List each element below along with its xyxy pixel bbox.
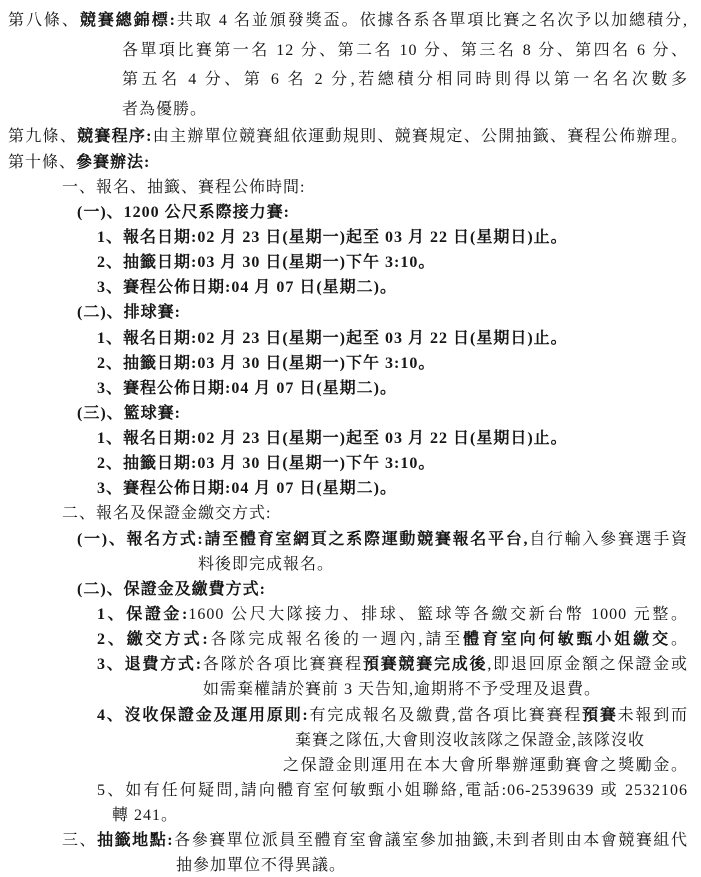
text-segment: 棄賽之隊伍,大會則沒收該隊之保證金,該隊沒收 <box>295 731 646 749</box>
bold-text-segment: 抽籤地點: <box>97 832 174 850</box>
bold-text-segment: 競賽總錦標: <box>79 12 177 29</box>
document-line <box>62 175 688 200</box>
bold-text-segment: 競賽程序: <box>77 128 153 146</box>
document-line <box>97 376 688 401</box>
document-line <box>97 225 688 250</box>
document-line <box>203 677 688 702</box>
document-line <box>97 275 688 300</box>
document-line <box>198 552 688 577</box>
document-line <box>122 36 688 66</box>
text-segment: 各單項比賽第一名 12 分、第二名 10 分、第三名 8 分、第四名 6 分、 <box>122 41 688 59</box>
bold-text-segment: 3、賽程公佈日期:04 月 07 日(星期二)。 <box>97 480 397 498</box>
document-line <box>97 476 688 501</box>
text-segment: 自行輸入參賽選手資 <box>528 530 688 548</box>
bold-text-segment: 4、沒收保證金及運用原則: <box>97 706 309 724</box>
document-line <box>176 853 688 877</box>
document-line <box>97 250 688 275</box>
document-line <box>62 501 688 526</box>
document-line <box>283 753 688 778</box>
bold-text-segment: 1、報名日期:02 月 23 日(星期一)起至 03 月 22 日(星期日)止。 <box>97 430 568 448</box>
bold-text-segment: 1、保證金: <box>97 606 189 624</box>
bold-text-segment: 3、賽程公佈日期:04 月 07 日(星期二)。 <box>97 279 397 297</box>
bold-text-segment: 請至體育室網頁之系際運動競賽報名平台, <box>203 530 529 548</box>
bold-text-segment: 2、抽籤日期:03 月 30 日(星期一)下午 3:10。 <box>97 354 436 372</box>
bold-text-segment: 體育室向何敏甄小姐繳交 <box>463 631 671 649</box>
bold-text-segment: 預賽 <box>582 706 618 724</box>
text-segment: 各隊於各項比賽賽程 <box>202 656 363 674</box>
bold-text-segment: 2、抽籤日期:03 月 30 日(星期一)下午 3:10。 <box>97 455 436 473</box>
document-line <box>295 728 688 753</box>
document-line <box>77 401 688 426</box>
document-line <box>97 778 688 803</box>
text-segment: 轉 241。 <box>112 807 179 825</box>
text-segment: 第八條、 <box>8 12 80 29</box>
document-line <box>97 451 688 476</box>
text-segment: 之保證金則運用在本大會所舉辦運動賽會之獎勵金。 <box>283 756 688 774</box>
text-segment: 5、如有任何疑問,請向體育室何敏甄小姐聯絡,電話:06-2539639 或 2532106 <box>97 782 688 800</box>
text-segment: ,即退回原金額之保證金或 <box>487 656 688 674</box>
text-segment: 。 <box>670 631 688 649</box>
bold-text-segment: 3、退費方式: <box>97 656 203 674</box>
text-segment: 如需棄權請於賽前 3 天告知,逾期將不予受理及退費。 <box>203 681 602 699</box>
document-line <box>77 200 688 225</box>
document-line <box>77 300 688 325</box>
bold-text-segment: 3、賽程公佈日期:04 月 07 日(星期二)。 <box>97 379 397 397</box>
text-segment: 共取 4 名並頒發獎盃。依據各系各單項比賽之名次予以加總積分, <box>176 12 688 29</box>
text-segment: 料後即完成報名。 <box>198 555 335 573</box>
document-content <box>0 6 688 877</box>
text-segment: 二、報名及保證金繳交方式: <box>62 505 272 523</box>
text-segment: 第九條、 <box>8 128 78 146</box>
bold-text-segment: 2、抽籤日期:03 月 30 日(星期一)下午 3:10。 <box>97 254 436 272</box>
text-segment: 三、 <box>62 832 98 850</box>
bold-text-segment: (二)、排球賽: <box>77 304 181 322</box>
document-line <box>62 828 688 853</box>
document-line <box>77 527 688 552</box>
document-line <box>8 150 688 175</box>
document-line <box>8 6 688 36</box>
bold-text-segment: 參賽辦法: <box>76 153 151 171</box>
document-line <box>97 602 688 627</box>
text-segment: 第十條、 <box>8 153 77 171</box>
bold-text-segment: 1、報名日期:02 月 23 日(星期一)起至 03 月 22 日(星期日)止。 <box>97 329 568 347</box>
document-line <box>122 95 688 125</box>
text-segment: 未報到而 <box>617 706 688 724</box>
bold-text-segment: (一)、1200 公尺系際接力賽: <box>77 203 290 221</box>
document-line <box>97 652 688 677</box>
text-segment: 各隊完成報名後的一週內,請至 <box>208 631 464 649</box>
document-line <box>77 577 688 602</box>
document-line <box>8 124 688 149</box>
bold-text-segment: (一)、報名方式: <box>77 530 204 548</box>
bold-text-segment: (三)、籃球賽: <box>77 404 181 422</box>
text-segment: 抽參加單位不得異議。 <box>176 857 347 875</box>
text-segment: 由主辦單位競賽組依運動規則、競賽規定、公開抽籤、賽程公佈辦理。 <box>152 128 688 146</box>
bold-text-segment: (二)、保證金及繳費方式: <box>77 580 266 598</box>
text-segment: 一、報名、抽籤、賽程公佈時間: <box>62 178 306 196</box>
text-segment: 有完成報名及繳費,當各項比賽賽程 <box>308 706 583 724</box>
document-line <box>97 351 688 376</box>
document-line <box>97 426 688 451</box>
document-line <box>112 803 688 828</box>
document-line <box>97 627 688 652</box>
text-segment: 者為優勝。 <box>122 100 208 118</box>
document-line <box>97 703 688 728</box>
document-line <box>97 326 688 351</box>
bold-text-segment: 2、繳交方式: <box>97 631 209 649</box>
text-segment: 第五名 4 分、第 6 名 2 分,若總積分相同時則得以第一名名次數多 <box>122 71 688 89</box>
text-segment: 1600 公尺大隊接力、排球、籃球等各繳交新台幣 1000 元整。 <box>188 606 688 624</box>
text-segment: 各參賽單位派員至體育室會議室參加抽籤,未到者則由本會競賽組代 <box>173 832 688 850</box>
bold-text-segment: 預賽競賽完成後 <box>362 656 488 674</box>
document-line <box>122 65 688 95</box>
bold-text-segment: 1、報名日期:02 月 23 日(星期一)起至 03 月 22 日(星期日)止。 <box>97 228 568 246</box>
